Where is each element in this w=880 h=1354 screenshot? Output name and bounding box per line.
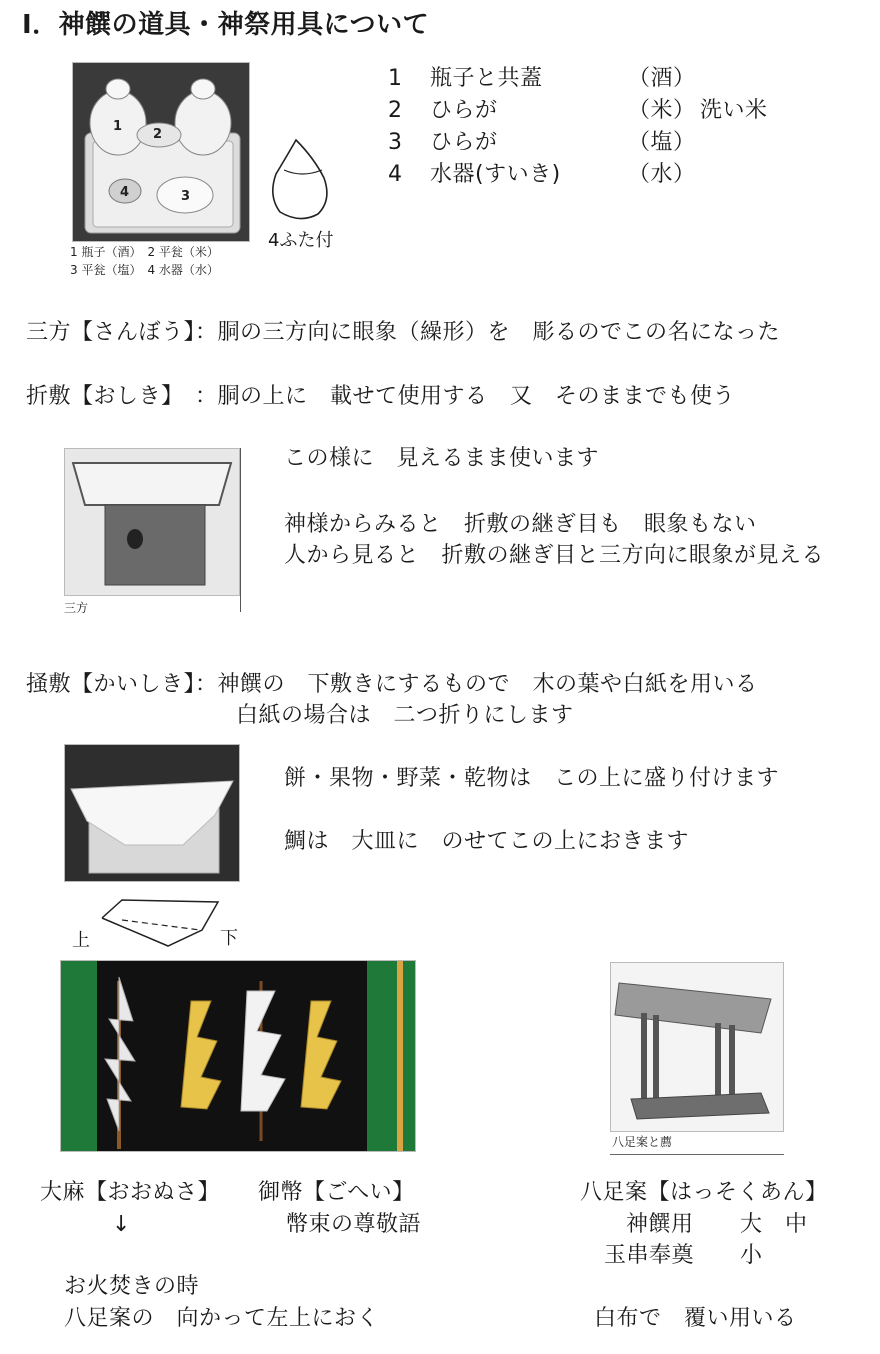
kaishiki-definition: 掻敷【かいしき】：神饌の 下敷きにするもので 木の葉や白紙を用いる: [26, 672, 758, 697]
photo-number-3: 3: [181, 189, 191, 204]
gohei-label: 御幣【ごへい】: [258, 1180, 415, 1205]
item-number: 1: [388, 66, 403, 91]
hassokuan-photo: [610, 962, 784, 1132]
hassokuan-label: 八足案【はっそくあん】: [580, 1180, 828, 1205]
photo-number-2: 2: [153, 127, 163, 142]
item-note: 洗い米: [700, 98, 768, 123]
oonusa-gohei-photo: [60, 960, 416, 1152]
kaishiki-note-line1: 餅・果物・野菜・乾物は この上に盛り付けます: [284, 766, 780, 791]
item-use: （酒）: [628, 66, 696, 91]
item-use: （水）: [628, 162, 696, 187]
item-name: 瓶子と共蓋: [430, 66, 543, 91]
hassokuan-photo-underline: [610, 1154, 784, 1155]
lid-sketch: [266, 134, 346, 224]
hassokuan-note: 白布で 覆い用いる: [594, 1306, 797, 1331]
page-title: Ⅰ．神饌の道具・神祭用具について: [22, 10, 430, 40]
item-name: ひらが: [430, 98, 498, 123]
kaishiki-note-line2: 鯛は 大皿に のせてこの上におきます: [284, 829, 690, 854]
item-number: 4: [388, 162, 403, 187]
item-name: 水器(すいき): [430, 162, 561, 187]
oonusa-note-line1: お火焚きの時: [64, 1274, 200, 1299]
hassokuan-row2-use: 玉串奉奠: [604, 1243, 695, 1268]
sanbou-definition: 三方【さんぼう】：胴の三方向に眼象（繰形）を 彫るのでこの名になった: [26, 320, 781, 345]
oonusa-arrow: ↓: [112, 1212, 131, 1237]
oonusa-label: 大麻【おおぬさ】: [40, 1180, 221, 1205]
hassokuan-photo-caption: 八足案と薦: [612, 1135, 673, 1149]
oonusa-note-line2: 八足案の 向かって左上におく: [64, 1306, 380, 1331]
utensils-illustration: [73, 63, 249, 241]
sanbou-photo-caption: 三方: [64, 601, 89, 615]
lid-sketch-label: 4ふた付: [268, 230, 334, 251]
item-use: （塩）: [628, 130, 696, 155]
fold-sketch: [82, 890, 242, 952]
hassokuan-illustration: [611, 963, 783, 1131]
photo-number-1: 1: [113, 119, 123, 134]
kaishiki-definition-line2: 白紙の場合は 二つ折りにします: [236, 703, 574, 728]
kaishiki-illustration: [65, 745, 239, 881]
item-number: 3: [388, 130, 403, 155]
kaishiki-photo: [64, 744, 240, 882]
item-number: 2: [388, 98, 403, 123]
fold-label-upper: 上: [72, 930, 90, 951]
fold-label-lower: 下: [220, 928, 238, 949]
hassokuan-row1-use: 神饌用: [626, 1212, 694, 1237]
sanbou-note-line1: この様に 見えるまま使います: [284, 446, 600, 471]
oshiki-definition: 折敷【おしき】 ：胴の上に 載せて使用する 又 そのままでも使う: [26, 384, 736, 409]
utensils-caption-line1: 1 瓶子（酒） 2 平瓮（米）: [70, 245, 219, 259]
sanbou-note-line3: 人から見ると 折敷の継ぎ目と三方向に眼象が見える: [284, 543, 825, 568]
hassokuan-row1-size: 大 中: [740, 1212, 808, 1237]
sanbou-illustration: [65, 449, 239, 595]
shinsen-utensils-photo: [72, 62, 250, 242]
sanbou-photo: [64, 448, 240, 596]
oonusa-gohei-illustration: [61, 961, 415, 1151]
item-use: （米）: [628, 98, 696, 123]
utensils-caption-line2: 3 平瓮（塩） 4 水器（水）: [70, 263, 219, 277]
sanbou-photo-divider: [240, 448, 241, 612]
gohei-note: 幣束の尊敬語: [286, 1212, 422, 1237]
hassokuan-row2-size: 小: [740, 1243, 763, 1268]
sanbou-note-line2: 神様からみると 折敷の継ぎ目も 眼象もない: [284, 512, 757, 537]
item-name: ひらが: [430, 130, 498, 155]
photo-number-4: 4: [120, 185, 130, 200]
